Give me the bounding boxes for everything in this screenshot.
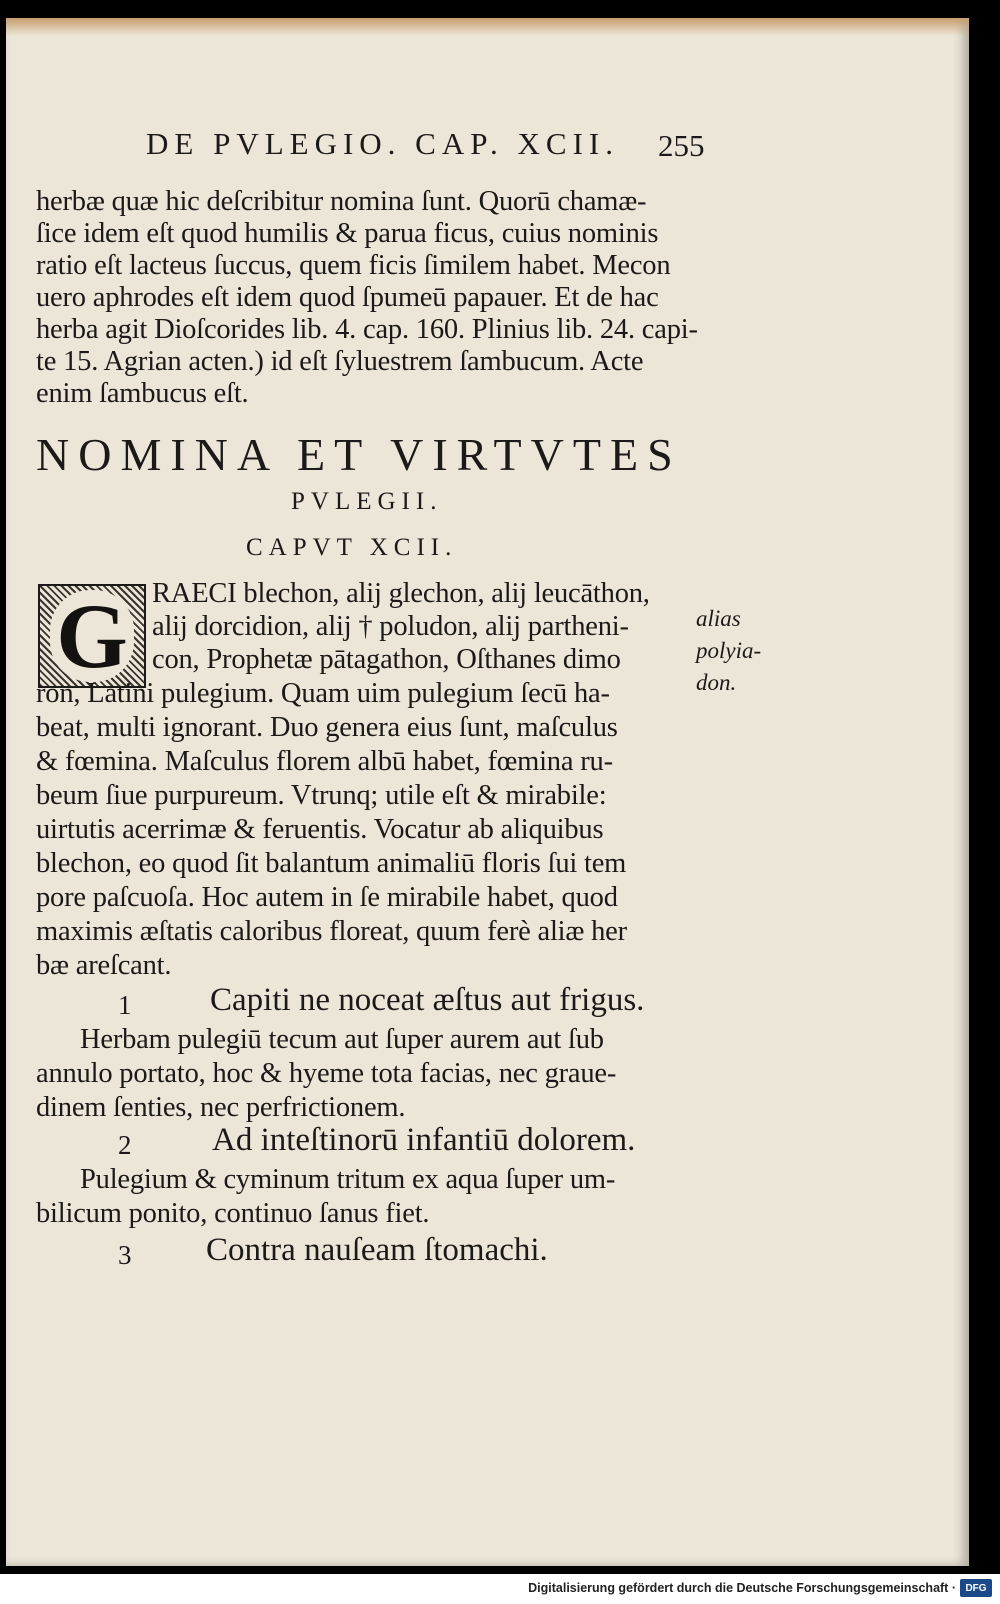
recipe-line: bilicum ponito, continuo ſanus fiet.: [36, 1198, 430, 1229]
dfg-logo: DFG: [960, 1579, 992, 1597]
running-head: DE PVLEGIO. CAP. XCII.: [146, 126, 619, 161]
initial-line: RAECI blechon, alij glechon, alij leucāthon,: [152, 578, 650, 609]
chapter-subtitle: PVLEGII.: [291, 488, 443, 515]
footer-credit: Digitalisierung gefördert durch die Deutsche Forschungsgemeinschaft ·: [528, 1581, 956, 1595]
book-page: [6, 18, 969, 1566]
recipe-line: annulo portato, hoc & hyeme tota facias, nec graue-: [36, 1058, 617, 1089]
body-line: ron, Latini pulegium. Quam uim pulegium ſecū ha-: [36, 678, 610, 709]
body-line: & fœmina. Maſculus florem albū habet, fœmina ru-: [36, 746, 613, 777]
intro-line: te 15. Agrian acten.) id eſt ſyluestrem ſambucum. Acte: [36, 346, 644, 377]
intro-line: uero aphrodes eſt idem quod ſpumeū papauer. Et de hac: [36, 282, 659, 313]
body-line: bæ areſcant.: [36, 950, 172, 981]
body-line: maximis æſtatis caloribus floreat, quum ferè aliæ her: [36, 916, 627, 947]
margin-note: alias: [696, 606, 741, 631]
body-line: uirtutis acerrimæ & feruentis. Vocatur ab aliquibus: [36, 814, 604, 845]
intro-line: ſice idem eſt quod humilis & parua ficus, cuius nominis: [36, 218, 659, 249]
chapter-number: CAPVT XCII.: [246, 534, 458, 561]
chapter-title: NOMINA ET VIRTVTES: [36, 429, 682, 480]
recipe-number: 2: [118, 1130, 132, 1160]
body-line: beat, multi ignorant. Duo genera eius ſunt, maſculus: [36, 712, 618, 743]
margin-note: don.: [696, 670, 737, 695]
intro-line: herba agit Dioſcorides lib. 4. cap. 160. Plinius lib. 24. capi-: [36, 314, 698, 345]
body-line: beum ſiue purpureum. Vtrunq; utile eſt & mirabile:: [36, 780, 607, 811]
body-line: pore paſcuoſa. Hoc autem in ſe mirabile habet, quod: [36, 882, 618, 913]
recipe-line: Herbam pulegiū tecum aut ſuper aurem aut ſub: [80, 1024, 604, 1055]
initial-line: con, Prophetæ pātagathon, Oſthanes dimo: [152, 644, 621, 675]
intro-line: ratio eſt lacteus ſuccus, quem ficis ſimilem habet. Mecon: [36, 250, 671, 281]
initial-line: alij dorcidion, alij † poludon, alij partheni-: [152, 611, 629, 642]
recipe-number: 3: [118, 1240, 132, 1270]
intro-line: herbæ quæ hic deſcribitur nomina ſunt. Quorū chamæ-: [36, 186, 647, 217]
recipe-number: 1: [118, 990, 132, 1020]
recipe-title: Ad inteſtinorū infantiū dolorem.: [212, 1122, 636, 1158]
initial-letter: G: [50, 590, 134, 682]
page-number: 255: [658, 128, 705, 163]
recipe-title: Contra nauſeam ſtomachi.: [206, 1232, 548, 1268]
recipe-line: dinem ſenties, nec perfrictionem.: [36, 1092, 406, 1123]
recipe-line: Pulegium & cyminum tritum ex aqua ſuper um-: [80, 1164, 616, 1195]
decorated-initial: [38, 584, 146, 688]
recipe-title: Capiti ne noceat æſtus aut frigus.: [210, 982, 645, 1018]
body-line: blechon, eo quod ſit balantum animaliū floris ſui tem: [36, 848, 627, 879]
digitization-footer: [0, 1574, 1000, 1604]
margin-note: polyia-: [696, 638, 762, 663]
intro-line: enim ſambucus eſt.: [36, 378, 249, 409]
